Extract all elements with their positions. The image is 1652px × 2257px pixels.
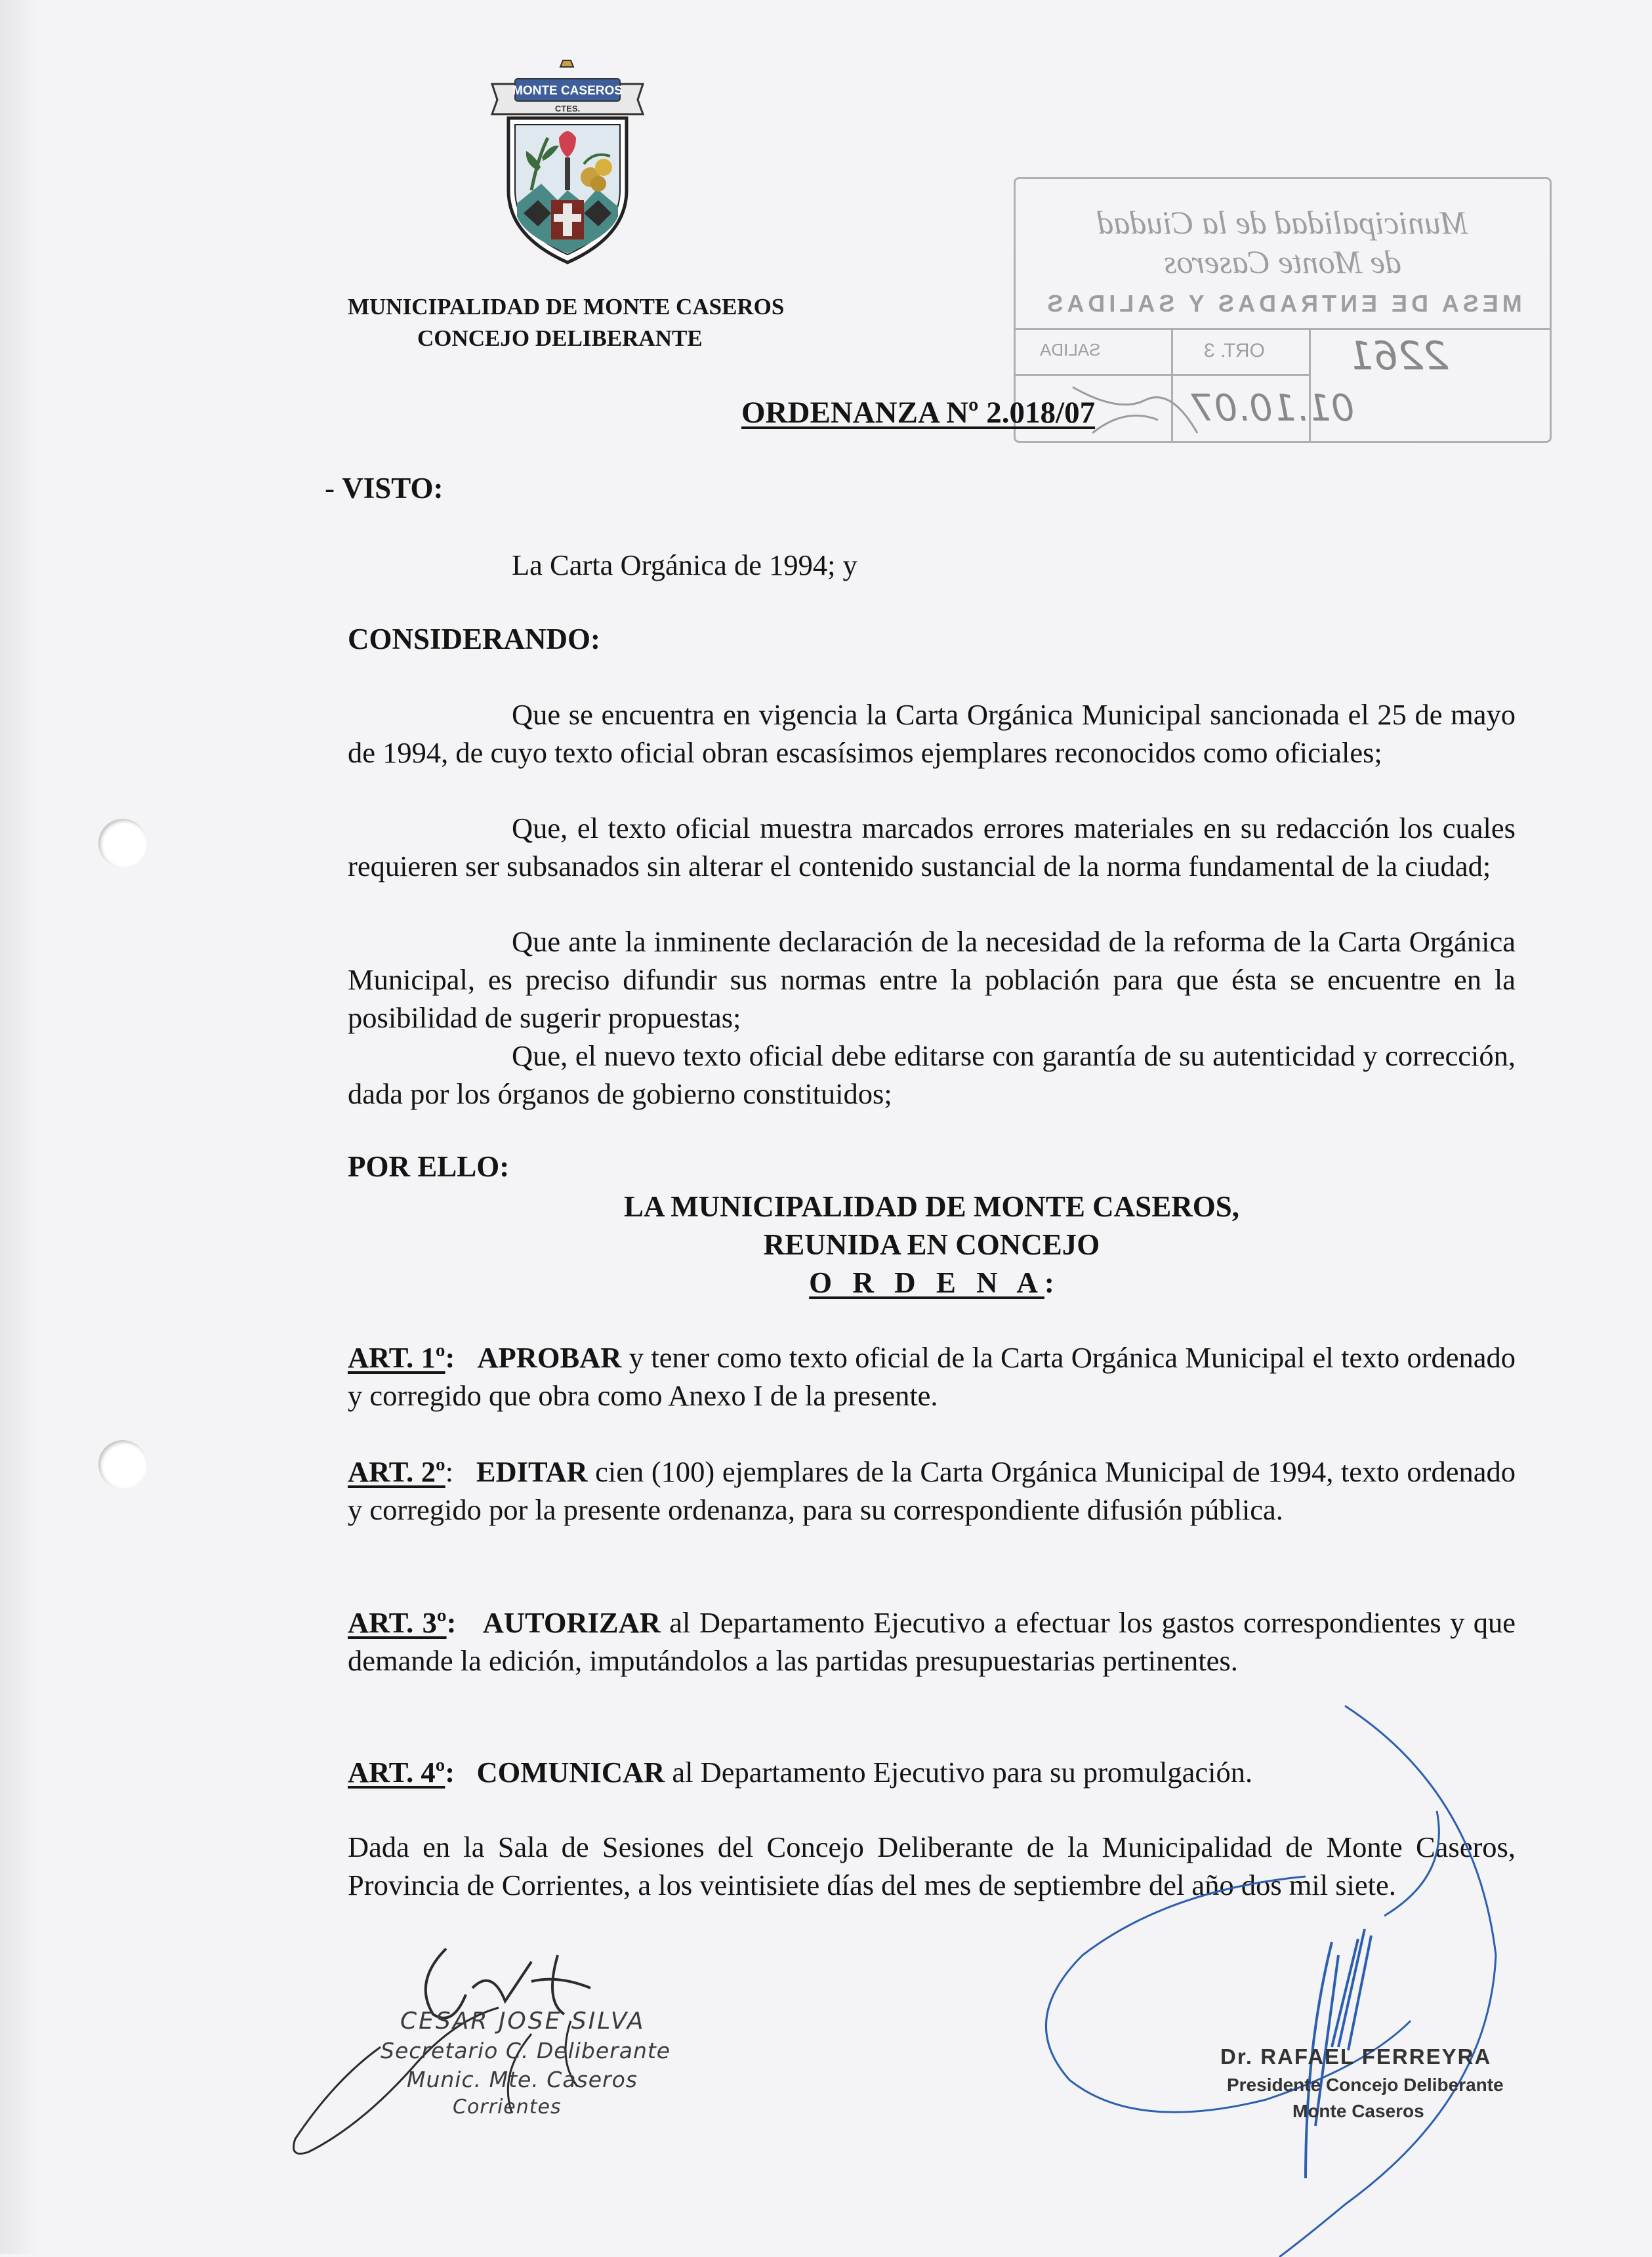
signature-left-place: Corrientes [453, 2096, 562, 2119]
article-3-text: al Departamento Ejecutivo a efectuar los gastos correspondientes y que demande la edición, imputándolos a las partidas presupuestarias pertinentes. [348, 1606, 1516, 1677]
article-2-label: ART. 2º [348, 1455, 445, 1488]
article-1-colon: : [445, 1341, 455, 1374]
resolution-block [348, 1188, 1516, 1302]
signature-left-name: CESAR JOSE SILVA [400, 2008, 646, 2035]
signature-right-scribble [938, 1680, 1529, 2257]
header-line-1: MUNICIPALIDAD DE MONTE CASEROS [348, 294, 785, 320]
ordena-colon: : [1044, 1266, 1054, 1299]
ordinance-title: ORDENANZA Nº 2.018/07 [741, 396, 1096, 430]
stamp-salida: SALIDA [1040, 340, 1101, 360]
article-2-colon: : [445, 1455, 454, 1488]
signature-left-entity: Munic. Mte. Caseros [407, 2067, 638, 2092]
municipal-coat-of-arms [485, 59, 650, 269]
article-4-verb: COMUNICAR [476, 1756, 665, 1789]
article-1-text: y tener como texto oficial de la Carta Orgánica Municipal el texto ordenado y corregido que obra como Anexo I de la presente. [348, 1341, 1516, 1412]
article-4-label: ART. 4º [348, 1756, 445, 1789]
stamp-date: 01.10.07 [1191, 387, 1355, 430]
considerando-p1-text: Que se encuentra en vigencia la Carta Orgánica Municipal sancionada el 25 de mayo de 1994, de cuyo texto oficial obran escasísimos ejemplares reconocidos como oficiales; [348, 698, 1516, 769]
article-1-verb: APROBAR [477, 1341, 622, 1374]
considerando-paragraph-1 [348, 695, 1516, 772]
signature-left-role: Secretario C. Deliberante [381, 2038, 671, 2063]
article-2 [348, 1453, 1516, 1529]
stamp-line-3: MESA DE ENTRADAS Y SALIDAS [1043, 290, 1522, 317]
article-4-colon: : [445, 1756, 455, 1789]
ordena-line [348, 1264, 1516, 1302]
stamp-line-2: de Monte Caseros [1164, 243, 1401, 280]
article-3 [348, 1604, 1516, 1680]
punch-hole-bottom [98, 1440, 147, 1489]
visto-dash: - [325, 472, 342, 505]
article-1 [348, 1338, 1516, 1415]
visto-heading-label: VISTO: [342, 472, 444, 505]
signature-right-place: Monte Caseros [1292, 2101, 1424, 2121]
article-2-verb: EDITAR [476, 1455, 588, 1488]
logo-banner-text: MONTE CASEROS [512, 84, 623, 98]
considerando-paragraph-2 [348, 809, 1516, 885]
stamp-grid [1014, 328, 1552, 330]
considerando-heading: CONSIDERANDO: [348, 623, 601, 655]
article-4-text: al Departamento Ejecutivo para su promulgación. [665, 1756, 1253, 1789]
resolution-line-2: REUNIDA EN CONCEJO [763, 1228, 1100, 1261]
article-1-label: ART. 1º [348, 1341, 445, 1374]
considerando-p3-text: Que ante la inminente declaración de la necesidad de la reforma de la Carta Orgánica Municipal, es preciso difundir sus normas entre la población para que ésta se encuentre en la posibilidad de sugerir propuestas; [348, 925, 1516, 1034]
por-ello-heading: POR ELLO: [348, 1150, 510, 1183]
signature-left [282, 1942, 689, 2159]
logo-sub-text: CTES. [554, 104, 581, 114]
stamp-orden-label: ORT. 3 [1204, 340, 1265, 362]
punch-hole-top [98, 819, 147, 867]
considerando-p2-text: Que, el texto oficial muestra marcados errores materiales en su redacción los cuales requieren ser subsanados sin alterar el contenido sustancial de la norma fundamental de la ciudad; [348, 812, 1516, 882]
article-3-label: ART. 3º [348, 1606, 447, 1639]
page-edge-shadow [0, 0, 39, 2254]
resolution-line-1: LA MUNICIPALIDAD DE MONTE CASEROS, [623, 1190, 1239, 1223]
visto-text: La Carta Orgánica de 1994; y [512, 549, 857, 581]
signature-right-role: Presidente Concejo Deliberante [1227, 2075, 1504, 2095]
stamp-number: 2261 [1348, 333, 1449, 379]
ordena-title: O R D E N A [809, 1266, 1044, 1299]
article-2-text: cien (100) ejemplares de la Carta Orgánica Municipal de 1994, texto ordenado y corregido por la presente ordenanza, para su correspondiente difusión pública. [348, 1455, 1516, 1526]
article-3-verb: AUTORIZAR [482, 1606, 661, 1639]
header-line-2: CONCEJO DELIBERANTE [417, 325, 703, 351]
considerando-paragraph-3 [348, 922, 1516, 1037]
signature-right [938, 1680, 1529, 2257]
visto-heading [325, 471, 443, 505]
considerando-p4-text: Que, el nuevo texto oficial debe editarse con garantía de su autenticidad y corrección, dada por los órganos de gobierno constituidos; [348, 1039, 1516, 1110]
closing-paragraph: Dada en la Sala de Sesiones del Concejo Deliberante de la Municipalidad de Monte Caseros, Provincia de Corrientes, a los veintisiete días del mes de septiembre del año dos mil siete. [348, 1831, 1516, 1901]
stamp-line-1: Municipalidad de la Ciudad [1097, 204, 1468, 241]
article-3-colon: : [446, 1606, 457, 1639]
considerando-paragraph-4 [348, 1037, 1516, 1113]
signature-right-name: Dr. RAFAEL FERREYRA [1220, 2044, 1492, 2069]
